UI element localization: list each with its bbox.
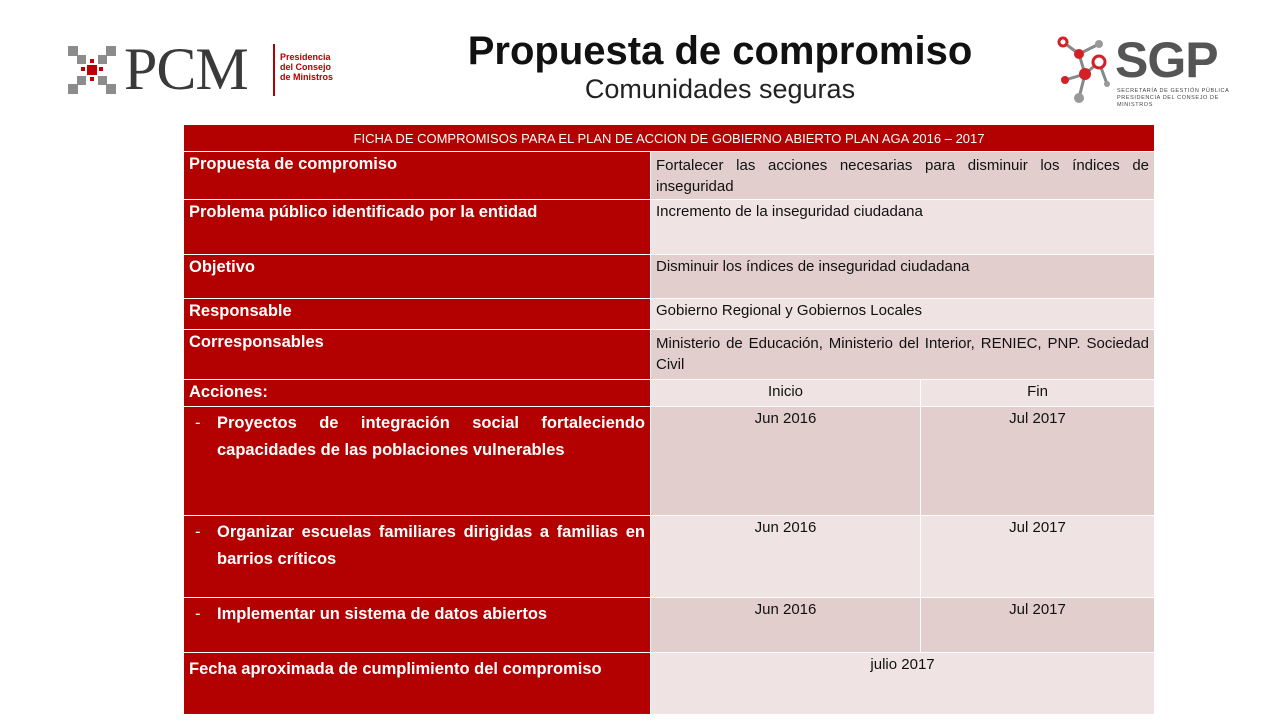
row-label: Propuesta de compromiso	[184, 152, 651, 200]
pcm-logo-subtitle: Presidencia del Consejo de Ministros	[280, 52, 334, 82]
pcm-logo	[64, 36, 334, 102]
row-label: Problema público identificado por la entidad	[184, 200, 651, 255]
col-end-header: Fin	[921, 380, 1155, 407]
row-label: Responsable	[184, 299, 651, 330]
completion-value: julio 2017	[651, 653, 1155, 715]
pcm-logo-text: PCM	[124, 36, 248, 102]
sgp-logo-subtitle: SECRETARÍA DE GESTIÓN PÚBLICA PRESIDENCIA DEL CONSEJO DE MINISTROS	[1117, 88, 1230, 108]
action-text: Organizar escuelas familiares dirigidas a familias en barrios críticos	[217, 523, 645, 568]
commitment-table	[183, 124, 1155, 715]
action-start: Jun 2016	[651, 407, 921, 516]
row-value: Disminuir los índices de inseguridad ciudadana	[651, 255, 1155, 299]
action-end: Jul 2017	[921, 407, 1155, 516]
page-title: Propuesta de compromiso	[467, 29, 973, 73]
action-bullet: -	[195, 414, 201, 432]
actions-header-row	[184, 380, 1155, 407]
pcm-logo-divider	[273, 44, 275, 96]
sgp-logo	[1055, 34, 1245, 110]
completion-row	[184, 653, 1155, 715]
row-label: Objetivo	[184, 255, 651, 299]
action-row	[184, 407, 1155, 516]
table-header-row	[184, 125, 1155, 152]
action-bullet: -	[195, 605, 201, 623]
table-header: FICHA DE COMPROMISOS PARA EL PLAN DE ACCION DE GOBIERNO ABIERTO PLAN AGA 2016 – 2017	[184, 125, 1155, 152]
table-row	[184, 330, 1155, 380]
col-start-header: Inicio	[651, 380, 921, 407]
action-end: Jul 2017	[921, 598, 1155, 653]
action-start: Jun 2016	[651, 516, 921, 598]
action-text: Proyectos de integración social fortaleciendo capacidades de las poblaciones vulnerables	[217, 414, 645, 459]
action-end: Jul 2017	[921, 516, 1155, 598]
network-nodes-icon	[1055, 34, 1117, 110]
table-row	[184, 255, 1155, 299]
row-value: Ministerio de Educación, Ministerio del Interior, RENIEC, PNP. Sociedad Civil	[651, 330, 1155, 380]
page-subtitle: Comunidades seguras	[584, 74, 856, 104]
page-header	[380, 28, 1060, 104]
action-text: Implementar un sistema de datos abiertos	[217, 605, 548, 623]
action-row	[184, 598, 1155, 653]
table-row	[184, 299, 1155, 330]
row-value: Fortalecer las acciones necesarias para disminuir los índices de inseguridad	[651, 152, 1155, 200]
action-cell	[184, 598, 651, 653]
table-row	[184, 200, 1155, 255]
row-label: Corresponsables	[184, 330, 651, 380]
action-bullet: -	[195, 523, 201, 541]
actions-label: Acciones:	[184, 380, 651, 407]
action-start: Jun 2016	[651, 598, 921, 653]
action-cell	[184, 407, 651, 516]
table-row	[184, 152, 1155, 200]
pcm-logo-icon	[64, 42, 120, 98]
sgp-logo-text: SGP	[1115, 32, 1218, 88]
action-cell	[184, 516, 651, 598]
action-row	[184, 516, 1155, 598]
row-value: Incremento de la inseguridad ciudadana	[651, 200, 1155, 255]
row-value: Gobierno Regional y Gobiernos Locales	[651, 299, 1155, 330]
completion-label: Fecha aproximada de cumplimiento del compromiso	[184, 653, 651, 715]
